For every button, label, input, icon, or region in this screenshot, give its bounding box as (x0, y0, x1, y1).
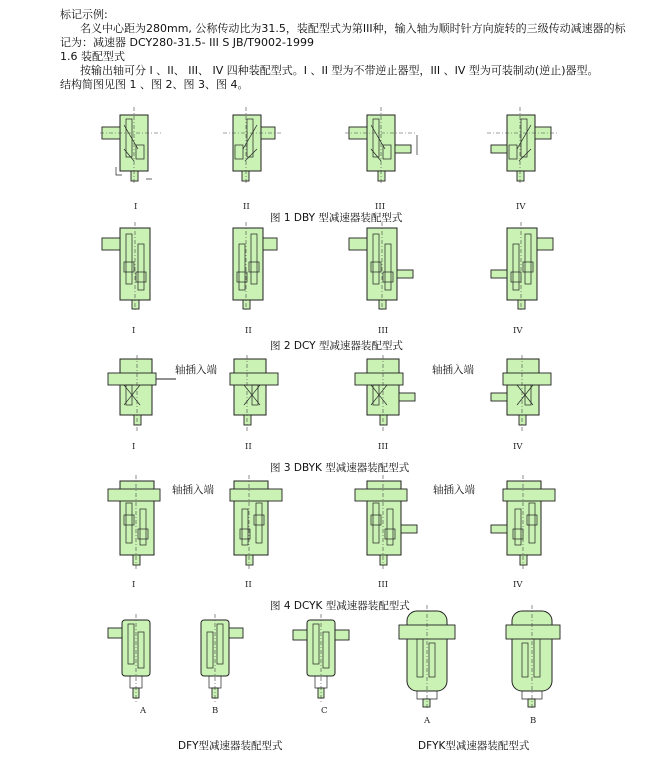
dfyk-type-B-diagram (500, 605, 570, 710)
label-type-III: III (378, 580, 389, 590)
label-type-C: C (321, 706, 328, 716)
dby-type-I-diagram (100, 105, 170, 190)
label-type-III: III (378, 326, 389, 336)
dcy-type-III-diagram (345, 222, 425, 314)
dcy-type-I-diagram (100, 222, 170, 314)
dcyk-type-IV-diagram (485, 475, 570, 571)
dfy-type-B-diagram (185, 612, 255, 704)
label-type-IV: IV (513, 442, 523, 452)
label-type-II: II (243, 202, 250, 212)
dcyk-type-III-diagram (345, 475, 430, 571)
dby-type-IV-diagram (485, 105, 565, 190)
dbyk-type-II-diagram (212, 355, 292, 435)
dby-type-II-diagram (215, 105, 285, 190)
assembly-description: 按输出轴可分 I 、II、 III、 IV 四种装配型式。I 、II 型为不带逆止器型，III 、IV 型为可装制动(逆止)器型。 (80, 64, 599, 77)
label-type-I: I (132, 580, 136, 590)
label-type-B: B (212, 706, 219, 716)
label-type-IV: IV (516, 202, 526, 212)
dcyk-type-II-diagram (212, 475, 292, 571)
shaft-insert-note-left: 轴插入端 (172, 484, 214, 496)
label-type-I: I (132, 326, 136, 336)
label-type-II: II (245, 442, 252, 452)
dcy-type-II-diagram (215, 222, 285, 314)
dcy-type-IV-diagram (485, 222, 565, 314)
shaft-insert-note-right: 轴插入端 (432, 364, 474, 376)
label-type-III: III (378, 442, 389, 452)
label-type-A: A (424, 716, 431, 726)
example-description: 名义中心距为280mm, 公称传动比为31.5，装配型式为第III种，输入轴为顺时针方向旋转的三级传动减速器的标 (80, 22, 626, 35)
shaft-insert-note-right: 轴插入端 (433, 484, 475, 496)
label-type-II: II (245, 580, 252, 590)
figure-1-caption: 图 1 DBY 型减速器装配型式 (270, 212, 403, 224)
dby-type-III-diagram (345, 105, 425, 190)
example-code: 记为：减速器 DCY280-31.5- III S JB/T9002-1999 (60, 36, 314, 49)
figure-4-caption: 图 4 DCYK 型减速器装配型式 (270, 600, 410, 612)
figure-reference: 结构简图见图 1 、图 2、图 3、图 4。 (60, 78, 249, 91)
figure-3-caption: 图 3 DBYK 型减速器装配型式 (270, 462, 410, 474)
label-type-III: III (375, 202, 386, 212)
dfyk-type-A-diagram (395, 605, 465, 710)
figure-2-caption: 图 2 DCY 型减速器装配型式 (270, 340, 403, 352)
label-type-I: I (134, 202, 138, 212)
label-type-A: A (140, 706, 147, 716)
dbyk-type-I-diagram (100, 355, 180, 435)
figure-6-caption: DFYK型减速器装配型式 (418, 740, 530, 752)
label-type-IV: IV (513, 326, 523, 336)
section-title: 1.6 装配型式 (60, 50, 125, 63)
dcyk-type-I-diagram (100, 475, 180, 571)
label-type-I: I (132, 442, 136, 452)
shaft-insert-note-left: 轴插入端 (175, 364, 217, 376)
label-type-IV: IV (513, 580, 523, 590)
dbyk-type-III-diagram (345, 355, 430, 435)
dfy-type-C-diagram (285, 612, 360, 704)
figure-5-caption: DFY型减速器装配型式 (178, 740, 283, 752)
example-heading: 标记示例: (60, 8, 108, 21)
label-type-B: B (530, 716, 537, 726)
dbyk-type-IV-diagram (485, 355, 570, 435)
dfy-type-A-diagram (100, 612, 170, 704)
label-type-II: II (245, 326, 252, 336)
